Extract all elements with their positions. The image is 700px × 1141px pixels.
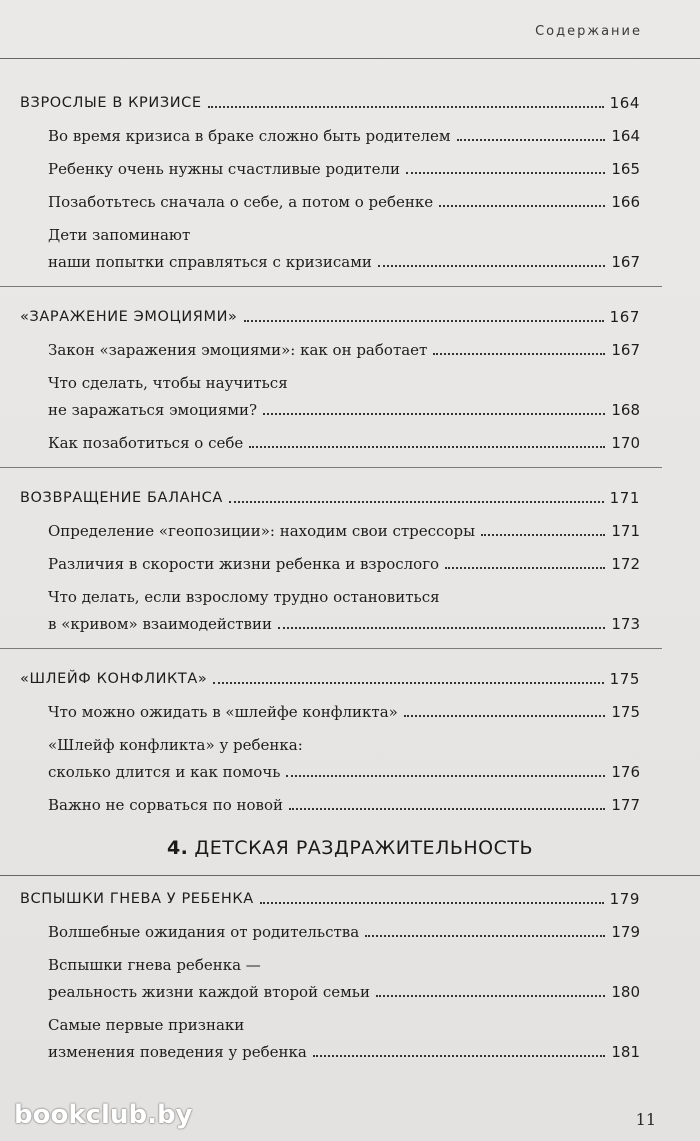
chapter-title: ДЕТСКАЯ РАЗДРАЖИТЕЛЬНОСТЬ — [194, 837, 534, 859]
toc-entry — [20, 954, 640, 1003]
toc-page-number: 171 — [609, 489, 640, 507]
toc-entry — [20, 586, 640, 635]
dot-leader — [249, 446, 605, 448]
toc-page-number: 181 — [611, 1043, 640, 1061]
top-divider — [0, 58, 700, 59]
toc-entry-title-line: Что делать, если взрослому трудно остановиться — [48, 588, 440, 606]
toc-entry — [20, 553, 640, 575]
dot-leader — [439, 205, 605, 207]
toc-page-number: 177 — [611, 796, 640, 814]
toc-entry-title: сколько длится и как помочь — [48, 763, 281, 781]
chapter-number: 4. — [166, 837, 189, 859]
toc-section-title: ВОЗВРАЩЕНИЕ БАЛАНСА — [20, 490, 223, 506]
dot-leader — [229, 501, 604, 503]
dot-leader — [260, 902, 604, 904]
dot-leader — [208, 106, 604, 108]
dot-leader — [213, 682, 603, 684]
toc-section — [20, 92, 640, 114]
toc-entry-title-line: Что сделать, чтобы научиться — [48, 374, 288, 392]
toc-entry-title: Как позаботиться о себе — [48, 434, 244, 452]
chapter-heading — [0, 837, 700, 859]
dot-leader — [286, 775, 605, 777]
toc-page-number: 168 — [611, 401, 640, 419]
section-divider — [0, 286, 662, 287]
dot-leader — [433, 353, 605, 355]
toc-section — [20, 306, 640, 328]
dot-leader — [376, 995, 605, 997]
toc-entry-title: Ребенку очень нужны счастливые родители — [48, 160, 401, 178]
toc-page-number: 164 — [609, 94, 640, 112]
dot-leader — [406, 172, 605, 174]
toc-page-number: 173 — [611, 615, 640, 633]
toc-entry-title: наши попытки справляться с кризисами — [48, 253, 372, 271]
toc-entry-title: Различия в скорости жизни ребенка и взрослого — [48, 555, 440, 573]
toc-page-number: 179 — [609, 890, 640, 908]
toc-page-number: 167 — [611, 341, 640, 359]
dot-leader — [378, 265, 605, 267]
toc-entry-title: реальность жизни каждой второй семьи — [48, 983, 370, 1001]
toc-entry — [20, 125, 640, 147]
toc-page-number: 176 — [611, 763, 640, 781]
toc-entry — [20, 794, 640, 816]
toc-entry-title-line: Дети запоминают — [48, 226, 191, 244]
running-head: Содержание — [535, 24, 642, 39]
toc-entry-title: в «кривом» взаимодействии — [48, 615, 272, 633]
toc-entry — [20, 921, 640, 943]
dot-leader — [263, 413, 605, 415]
page-number: 11 — [635, 1110, 656, 1129]
table-of-contents-chapter-4 — [20, 888, 640, 1063]
toc-page-number: 164 — [611, 127, 640, 145]
toc-section-title: ВЗРОСЛЫЕ В КРИЗИСЕ — [20, 95, 202, 111]
toc-entry — [20, 372, 640, 421]
table-of-contents — [20, 92, 640, 816]
dot-leader — [278, 627, 605, 629]
dot-leader — [313, 1055, 606, 1057]
toc-page-number: 170 — [611, 434, 640, 452]
toc-entry — [20, 224, 640, 273]
toc-page-number: 167 — [611, 253, 640, 271]
toc-entry — [20, 432, 640, 454]
toc-entry — [20, 1014, 640, 1063]
toc-entry-title-line: «Шлейф конфликта» у ребенка: — [48, 736, 303, 754]
toc-section — [20, 888, 640, 910]
toc-page-number: 180 — [611, 983, 640, 1001]
toc-section-title: «ШЛЕЙФ КОНФЛИКТА» — [20, 671, 208, 687]
toc-entry — [20, 520, 640, 542]
toc-page-number: 166 — [611, 193, 640, 211]
toc-section — [20, 668, 640, 690]
toc-entry-title: Что можно ожидать в «шлейфе конфликта» — [48, 703, 398, 721]
toc-entry — [20, 734, 640, 783]
section-divider — [0, 648, 662, 649]
toc-entry — [20, 191, 640, 213]
toc-page-number: 172 — [611, 555, 640, 573]
dot-leader — [404, 715, 606, 717]
toc-entry-title: Волшебные ожидания от родительства — [48, 923, 360, 941]
toc-page-number: 179 — [611, 923, 640, 941]
toc-page-number: 175 — [611, 703, 640, 721]
toc-entry-title: Позаботьтесь сначала о себе, а потом о ребенке — [48, 193, 434, 211]
toc-entry-title: Определение «геопозиции»: находим свои стрессоры — [48, 522, 476, 540]
toc-entry-title: Важно не сорваться по новой — [48, 796, 284, 814]
dot-leader — [445, 567, 605, 569]
toc-section-title: ВСПЫШКИ ГНЕВА У РЕБЕНКА — [20, 891, 254, 907]
dot-leader — [481, 534, 605, 536]
dot-leader — [457, 139, 606, 141]
section-divider — [0, 467, 662, 468]
toc-page-number: 175 — [609, 670, 640, 688]
dot-leader — [289, 808, 605, 810]
toc-section-title: «ЗАРАЖЕНИЕ ЭМОЦИЯМИ» — [20, 309, 238, 325]
toc-entry-title: не заражаться эмоциями? — [48, 401, 258, 419]
toc-entry — [20, 701, 640, 723]
toc-page-number: 167 — [609, 308, 640, 326]
watermark-logo: bookclub.by — [14, 1100, 193, 1130]
toc-entry-title: Закон «заражения эмоциями»: как он работает — [48, 341, 428, 359]
dot-leader — [365, 935, 605, 937]
toc-entry-title: изменения поведения у ребенка — [48, 1043, 307, 1061]
toc-entry — [20, 339, 640, 361]
toc-entry-title-line: Самые первые признаки — [48, 1016, 245, 1034]
toc-page-number: 165 — [611, 160, 640, 178]
toc-section — [20, 487, 640, 509]
chapter-divider — [0, 875, 700, 876]
toc-entry — [20, 158, 640, 180]
toc-entry-title-line: Вспышки гнева ребенка — — [48, 956, 261, 974]
dot-leader — [244, 320, 604, 322]
toc-entry-title: Во время кризиса в браке сложно быть родителем — [48, 127, 451, 145]
toc-page-number: 171 — [611, 522, 640, 540]
